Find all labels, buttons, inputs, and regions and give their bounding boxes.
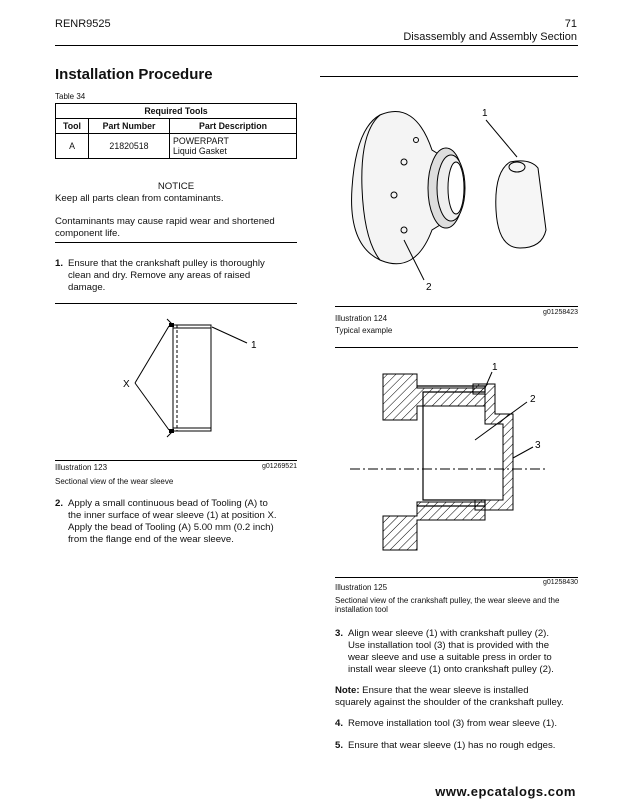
callout-2: 2 <box>426 282 432 293</box>
wear-sleeve-3d <box>496 161 546 248</box>
step-2-line-2: the inner surface of wear sleeve (1) at position X. <box>68 510 277 521</box>
callout-1: 1 <box>482 108 488 119</box>
required-tools-table <box>55 103 297 159</box>
doc-id: RENR9525 <box>55 18 111 30</box>
pulley-section-top <box>383 374 485 420</box>
table-title: Required Tools <box>56 104 297 119</box>
col-header-part-number: Part Number <box>89 119 170 134</box>
col-header-part-description: Part Description <box>170 119 297 134</box>
pulley-body <box>352 112 440 264</box>
illustration-123-caption: Sectional view of the wear sleeve <box>55 477 174 486</box>
step-3-line-3: wear sleeve and use a suitable press in order to <box>348 652 552 663</box>
note-label: Note: <box>335 685 360 696</box>
illustration-125-bottom-rule <box>335 577 578 578</box>
notice-rule <box>55 242 297 243</box>
callout-1: 1 <box>492 362 498 373</box>
step-2-line-3: Apply the bead of Tooling (A) 5.00 mm (0.2 inch) <box>68 522 274 533</box>
header-rule <box>55 45 578 46</box>
note-line-2: squarely against the shoulder of the crankshaft pulley. <box>335 697 564 708</box>
callout-3: 3 <box>535 440 541 451</box>
illustration-125-section <box>335 350 578 572</box>
cell-part-description <box>170 134 297 159</box>
step-2-line-1: Apply a small continuous bead of Tooling (A) to <box>68 498 268 509</box>
page-number: 71 <box>564 18 577 30</box>
illustration-124-caption: Typical example <box>335 326 393 335</box>
step-2-line-4: from the flange end of the wear sleeve. <box>68 534 234 545</box>
sleeve-flange <box>167 319 173 437</box>
col-header-tool: Tool <box>56 119 89 134</box>
notice-line-1: Keep all parts clean from contaminants. <box>55 193 224 204</box>
illustration-124-top-rule <box>320 76 578 77</box>
step-5-text: Ensure that wear sleeve (1) has no rough edges. <box>348 740 556 751</box>
step-4-text: Remove installation tool (3) from wear sleeve (1). <box>348 718 558 729</box>
desc-line-1: POWERPART <box>173 136 229 146</box>
step-3-line-2: Use installation tool (3) that is provided with the <box>348 640 550 651</box>
illustration-124-pulley <box>320 80 578 305</box>
leader-3 <box>513 447 533 458</box>
pulley-section-bottom <box>383 502 485 550</box>
illustration-123-top-rule <box>55 303 297 304</box>
bead-top <box>169 323 174 327</box>
illustration-124-code: g01258423 <box>542 309 578 316</box>
section-title: Installation Procedure <box>55 66 213 83</box>
cell-tool: A <box>56 134 89 159</box>
illustration-125-caption-line-1: Sectional view of the crankshaft pulley, the wear sleeve and the <box>335 596 560 605</box>
pulley-bore <box>448 162 464 214</box>
bead-bottom <box>169 429 174 433</box>
illustration-125-caption-line-2: installation tool <box>335 605 388 614</box>
sleeve-body <box>173 325 211 431</box>
leader-x-top <box>135 326 169 383</box>
illustration-124-label: Illustration 124 <box>335 314 388 323</box>
step-1-number: 1. <box>55 258 64 269</box>
illustration-123-label: Illustration 123 <box>55 463 108 472</box>
notice-line-2: Contaminants may cause rapid wear and shortened <box>55 216 275 227</box>
table-row <box>56 134 297 159</box>
step-3-number: 3. <box>335 628 344 639</box>
notice-title: NOTICE <box>157 181 195 192</box>
illustration-125-top-rule <box>335 347 578 348</box>
notice-line-3: component life. <box>55 228 121 239</box>
step-3-line-4: install wear sleeve (1) onto crankshaft pulley (2). <box>348 664 554 675</box>
step-1-line-1: Ensure that the crankshaft pulley is thoroughly <box>68 258 265 269</box>
cell-part-number: 21820518 <box>89 134 170 159</box>
callout-x: X <box>123 379 130 390</box>
illustration-123-code: g01269521 <box>261 463 297 470</box>
step-2-number: 2. <box>55 498 64 509</box>
section-name: Disassembly and Assembly Section <box>403 31 577 43</box>
illustration-124-bottom-rule <box>335 306 578 307</box>
step-4-number: 4. <box>335 718 344 729</box>
table-label: Table 34 <box>55 92 86 101</box>
illustration-123-bottom-rule <box>55 460 297 461</box>
watermark: www.epcatalogs.com <box>435 784 576 799</box>
note-text-1: Ensure that the wear sleeve is installed <box>359 685 529 696</box>
step-1-line-3: damage. <box>68 282 106 293</box>
leader-x-bottom <box>135 383 169 430</box>
illustration-125-label: Illustration 125 <box>335 583 388 592</box>
callout-1: 1 <box>251 340 257 351</box>
leader-1 <box>486 120 517 157</box>
leader-2 <box>475 402 527 440</box>
callout-2: 2 <box>530 394 536 405</box>
step-3-line-1: Align wear sleeve (1) with crankshaft pulley (2). <box>348 628 550 639</box>
illustration-125-code: g01258430 <box>542 579 578 586</box>
illustration-123-wear-sleeve <box>55 305 297 460</box>
note-line-1 <box>335 685 529 697</box>
leader-1 <box>212 327 247 343</box>
desc-line-2: Liquid Gasket <box>173 146 227 156</box>
step-5-number: 5. <box>335 740 344 751</box>
step-1-line-2: clean and dry. Remove any areas of raised <box>68 270 251 281</box>
